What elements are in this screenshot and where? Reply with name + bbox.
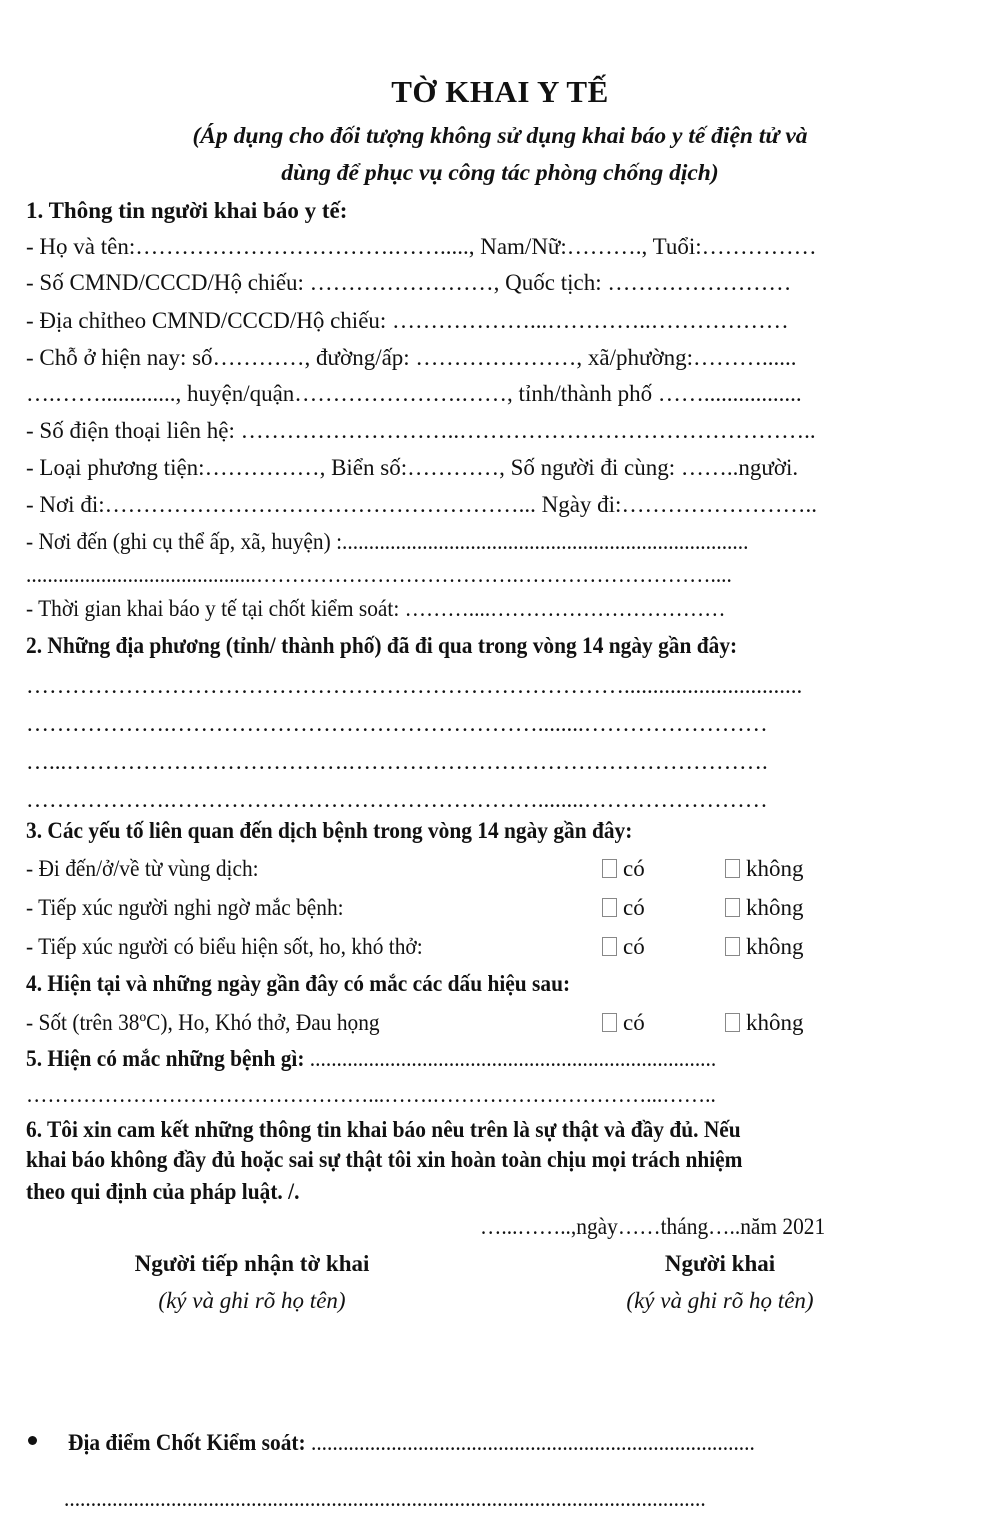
checkbox-icon[interactable] bbox=[725, 1013, 740, 1032]
field-current-address[interactable]: - Chỗ ở hiện nay: số…………, đường/ấp: …………………, xã/phường:………...... bbox=[26, 345, 797, 370]
field-declaration-time[interactable]: - Thời gian khai báo y tế tại chốt kiểm soát: ………....…………………………… bbox=[26, 596, 726, 621]
risk-symptomatic-contact-yes[interactable]: có bbox=[602, 932, 645, 962]
risk-label-suspected-contact: - Tiếp xúc người nghi ngờ mắc bệnh: bbox=[26, 895, 344, 920]
field-current-address-cont[interactable]: ….……............., huyện/quận………………….……, tỉnh/thành phố ……................. bbox=[26, 381, 802, 406]
risk-suspected-contact-yes[interactable]: có bbox=[602, 893, 645, 923]
bullet-icon bbox=[28, 1436, 37, 1445]
section1-heading: 1. Thông tin người khai báo y tế: bbox=[26, 198, 348, 223]
field-places-line1[interactable]: ……………………………………………………………………............................... bbox=[26, 673, 803, 698]
risk-suspected-contact-no[interactable]: không bbox=[725, 893, 804, 923]
receiver-title: Người tiếp nhận tờ khai bbox=[134, 1251, 370, 1276]
section4-heading: 4. Hiện tại và những ngày gần đây có mắc các dấu hiệu sau: bbox=[26, 971, 571, 996]
checkbox-icon[interactable] bbox=[725, 898, 740, 917]
form-title: TỜ KHAI Y TẾ bbox=[391, 74, 609, 109]
section3-heading: 3. Các yếu tố liên quan đến dịch bệnh trong vòng 14 ngày gần đây: bbox=[26, 818, 633, 843]
risk-symptomatic-contact-no[interactable]: không bbox=[725, 932, 804, 962]
risk-label-symptomatic-contact: - Tiếp xúc người có biểu hiện sốt, ho, khó thở: bbox=[26, 934, 423, 959]
form-subtitle-line2: dùng để phục vụ công tác phòng chống dịch) bbox=[281, 160, 719, 186]
field-checkpoint-location[interactable]: ................................................................................... bbox=[305, 1430, 755, 1455]
section5-row bbox=[26, 1044, 716, 1074]
field-id-address[interactable]: - Địa chỉtheo CMND/CCCD/Hộ chiếu: ………………...…………..……………… bbox=[26, 308, 789, 333]
symptom-no[interactable]: không bbox=[725, 1008, 804, 1038]
checkbox-icon[interactable] bbox=[725, 937, 740, 956]
field-current-diseases[interactable]: ............................................................................ bbox=[304, 1046, 717, 1071]
field-departure[interactable]: - Nơi đi:………………………………………………... Ngày đi:…………………….. bbox=[26, 492, 817, 517]
declarant-title: Người khai bbox=[664, 1251, 776, 1276]
field-checkpoint-location-cont[interactable]: ........................................................................................................................ bbox=[64, 1486, 706, 1511]
field-current-diseases-cont[interactable]: …………………………………………...…….…………………………...…….. bbox=[26, 1082, 716, 1107]
field-destination-cont[interactable]: ...........................................……………………………….……………………….... bbox=[26, 562, 732, 587]
field-places-line3[interactable]: …...……………………………….………………………………………………. bbox=[26, 749, 768, 774]
checkpoint-row bbox=[68, 1428, 755, 1458]
field-full-name[interactable]: - Họ và tên:…………………………….……....., Nam/Nữ:………., Tuổi:…………… bbox=[26, 234, 817, 259]
checkbox-icon[interactable] bbox=[602, 1013, 617, 1032]
checkbox-icon[interactable] bbox=[602, 937, 617, 956]
field-vehicle[interactable]: - Loại phương tiện:……………, Biển số:…………, Số người đi cùng: ……..người. bbox=[26, 455, 799, 480]
risk-label-epidemic-area: - Đi đến/ở/về từ vùng dịch: bbox=[26, 856, 259, 881]
date-line[interactable]: …...……..,ngày……tháng…..năm 2021 bbox=[480, 1214, 826, 1239]
risk-epidemic-area-no[interactable]: không bbox=[725, 854, 804, 884]
section5-heading: 5. Hiện có mắc những bệnh gì: bbox=[26, 1046, 305, 1071]
field-destination[interactable]: - Nơi đến (ghi cụ thể ấp, xã, huyện) :............................................................................ bbox=[26, 529, 749, 554]
form-subtitle-line1: (Áp dụng cho đối tượng không sử dụng khai báo y tế điện tử và bbox=[192, 123, 808, 149]
commitment-line3: theo qui định của pháp luật. /. bbox=[26, 1179, 300, 1204]
checkbox-icon[interactable] bbox=[602, 859, 617, 878]
checkbox-icon[interactable] bbox=[725, 859, 740, 878]
field-id-number[interactable]: - Số CMND/CCCD/Hộ chiếu: ……………………, Quốc tịch: …………………… bbox=[26, 270, 792, 295]
signature-area[interactable] bbox=[40, 1330, 960, 1410]
declarant-signature-note: (ký và ghi rõ họ tên) bbox=[626, 1288, 814, 1313]
field-places-line2[interactable]: ……………….…………………………………………........…………………… bbox=[26, 711, 768, 736]
symptom-label: - Sốt (trên 38ºC), Ho, Khó thở, Đau họng bbox=[26, 1010, 380, 1035]
commitment-line1: 6. Tôi xin cam kết những thông tin khai báo nêu trên là sự thật và đầy đủ. Nếu bbox=[26, 1117, 741, 1142]
section2-heading: 2. Những địa phương (tỉnh/ thành phố) đã đi qua trong vòng 14 ngày gần đây: bbox=[26, 633, 738, 658]
field-phone[interactable]: - Số điện thoại liên hệ: ………………………..……………………………………….. bbox=[26, 418, 816, 443]
checkbox-icon[interactable] bbox=[602, 898, 617, 917]
checkpoint-label: Địa điểm Chốt Kiểm soát: bbox=[68, 1430, 306, 1455]
risk-epidemic-area-yes[interactable]: có bbox=[602, 854, 645, 884]
symptom-yes[interactable]: có bbox=[602, 1008, 645, 1038]
field-places-line4[interactable]: ……………….…………………………………………........…………………… bbox=[26, 787, 768, 812]
commitment-line2: khai báo không đầy đủ hoặc sai sự thật tôi xin hoàn toàn chịu mọi trách nhiệm bbox=[26, 1147, 743, 1172]
receiver-signature-note: (ký và ghi rõ họ tên) bbox=[158, 1288, 346, 1313]
